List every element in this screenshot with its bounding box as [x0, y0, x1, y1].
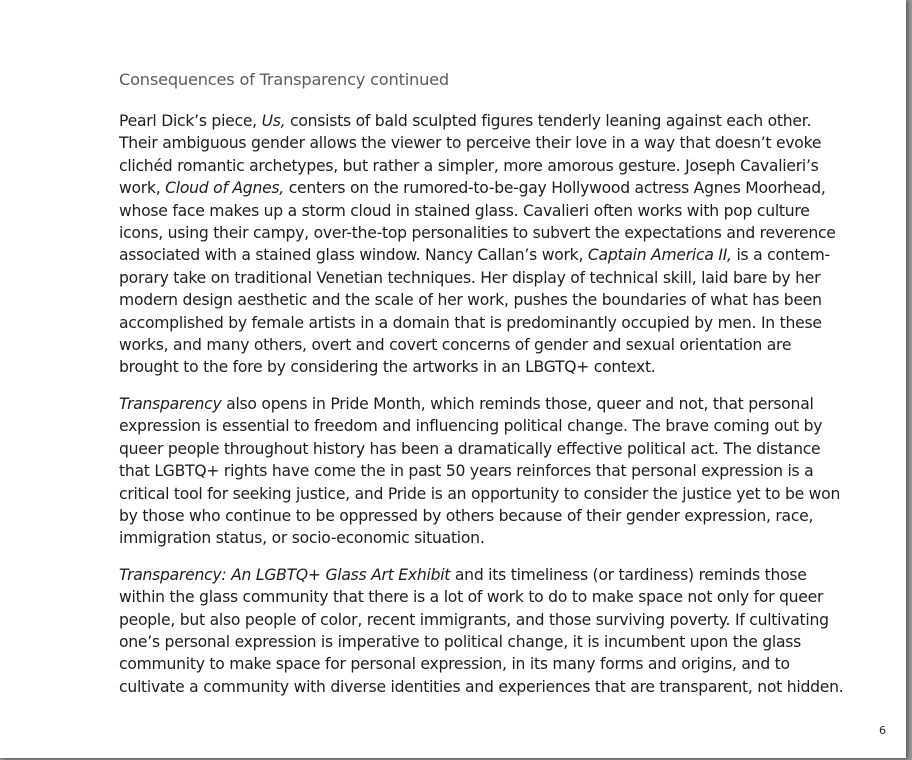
text-run: and its timeliness (or tardiness) reminds those	[450, 565, 807, 584]
text-run: Their ambiguous gender allows the viewer to perceive their love in a way that doesn’t evoke	[119, 134, 822, 153]
text-run: expression is essential to freedom and influencing political change. The brave coming out by	[119, 417, 823, 436]
body-paragraph	[119, 393, 849, 550]
text-line	[119, 438, 849, 460]
text-line	[119, 267, 849, 289]
text-run: work,	[119, 179, 166, 198]
text-line	[119, 244, 849, 266]
text-line	[119, 289, 849, 311]
work-title: Us,	[261, 112, 286, 130]
text-line	[119, 200, 849, 222]
text-run: community to make space for personal expression, in its many forms and origins, and to	[119, 655, 790, 674]
text-run: centers on the rumored-to-be-gay Hollywood actress Agnes Moorhead,	[284, 179, 826, 198]
text-run: associated with a stained glass window. Nancy Callan’s work,	[119, 246, 588, 265]
text-line	[119, 676, 849, 698]
text-run: immigration status, or socio-economic situation.	[119, 529, 485, 548]
text-line	[119, 609, 849, 631]
text-run: by those who continue to be oppressed by others because of their gender expression, race,	[119, 506, 814, 525]
text-run: queer people throughout history has been a dramatically effective political act. The distance	[119, 439, 821, 458]
text-line	[119, 460, 849, 482]
text-line	[119, 334, 849, 356]
text-run: one’s personal expression is imperative to political change, it is incumbent upon the glass	[119, 632, 802, 651]
text-run: people, but also people of color, recent immigrants, and those surviving poverty. If cultivating	[119, 610, 829, 629]
text-line	[119, 177, 849, 199]
text-run: within the glass community that there is a lot of work to do to make space not only for queer	[119, 588, 824, 607]
text-run: clichéd romantic archetypes, but rather a simpler, more amorous gesture. Joseph Cavalieri’s	[119, 156, 819, 175]
text-run: works, and many others, overt and covert concerns of gender and sexual orientation are	[119, 336, 792, 355]
text-run: consists of bald sculpted figures tenderly leaning against each other.	[285, 112, 812, 130]
text-line	[119, 222, 849, 244]
text-run: is a contem-	[731, 246, 830, 265]
body-paragraph	[119, 110, 849, 379]
text-run: brought to the fore by considering the artworks in an LBGTQ+ context.	[119, 358, 656, 377]
work-title: Cloud of Agnes,	[165, 179, 285, 198]
text-run: also opens in Pride Month, which reminds those, queer and not, that personal	[221, 394, 814, 413]
text-line	[119, 356, 849, 378]
work-title: Transparency: An LGBTQ+ Glass Art Exhibit	[119, 565, 451, 584]
text-line	[119, 505, 849, 527]
text-run: whose face makes up a storm cloud in stained glass. Cavalieri often works with pop culture	[119, 201, 810, 220]
text-line	[119, 155, 849, 177]
text-run: critical tool for seeking justice, and Pride is an opportunity to consider the justice yet to be won	[119, 484, 841, 503]
text-run: porary take on traditional Venetian techniques. Her display of technical skill, laid bare by her	[119, 268, 821, 287]
text-run: icons, using their campy, over-the-top personalities to subvert the expectations and reverence	[119, 224, 836, 243]
section-heading: Consequences of Transparency continued	[119, 70, 449, 89]
body-text	[119, 110, 849, 712]
text-line	[119, 586, 849, 608]
text-line	[119, 110, 849, 132]
text-line	[119, 564, 849, 586]
text-run: cultivate a community with diverse identities and experiences that are transparent, not hidden.	[119, 677, 844, 696]
text-line	[119, 393, 849, 415]
text-run: that LGBTQ+ rights have come the in past 50 years reinforces that personal expression is a	[119, 462, 814, 481]
text-run: accomplished by female artists in a domain that is predominantly occupied by men. In these	[119, 313, 822, 332]
text-line	[119, 483, 849, 505]
text-line	[119, 415, 849, 437]
body-paragraph	[119, 564, 849, 698]
text-run: Pearl Dick’s piece,	[119, 112, 262, 130]
text-line	[119, 631, 849, 653]
text-run: modern design aesthetic and the scale of her work, pushes the boundaries of what has been	[119, 291, 822, 310]
text-line	[119, 312, 849, 334]
page-number: 6	[879, 724, 886, 737]
text-line	[119, 653, 849, 675]
work-title: Transparency	[119, 394, 222, 413]
work-title: Captain America II,	[587, 246, 732, 265]
text-line	[119, 527, 849, 549]
text-line	[119, 132, 849, 154]
